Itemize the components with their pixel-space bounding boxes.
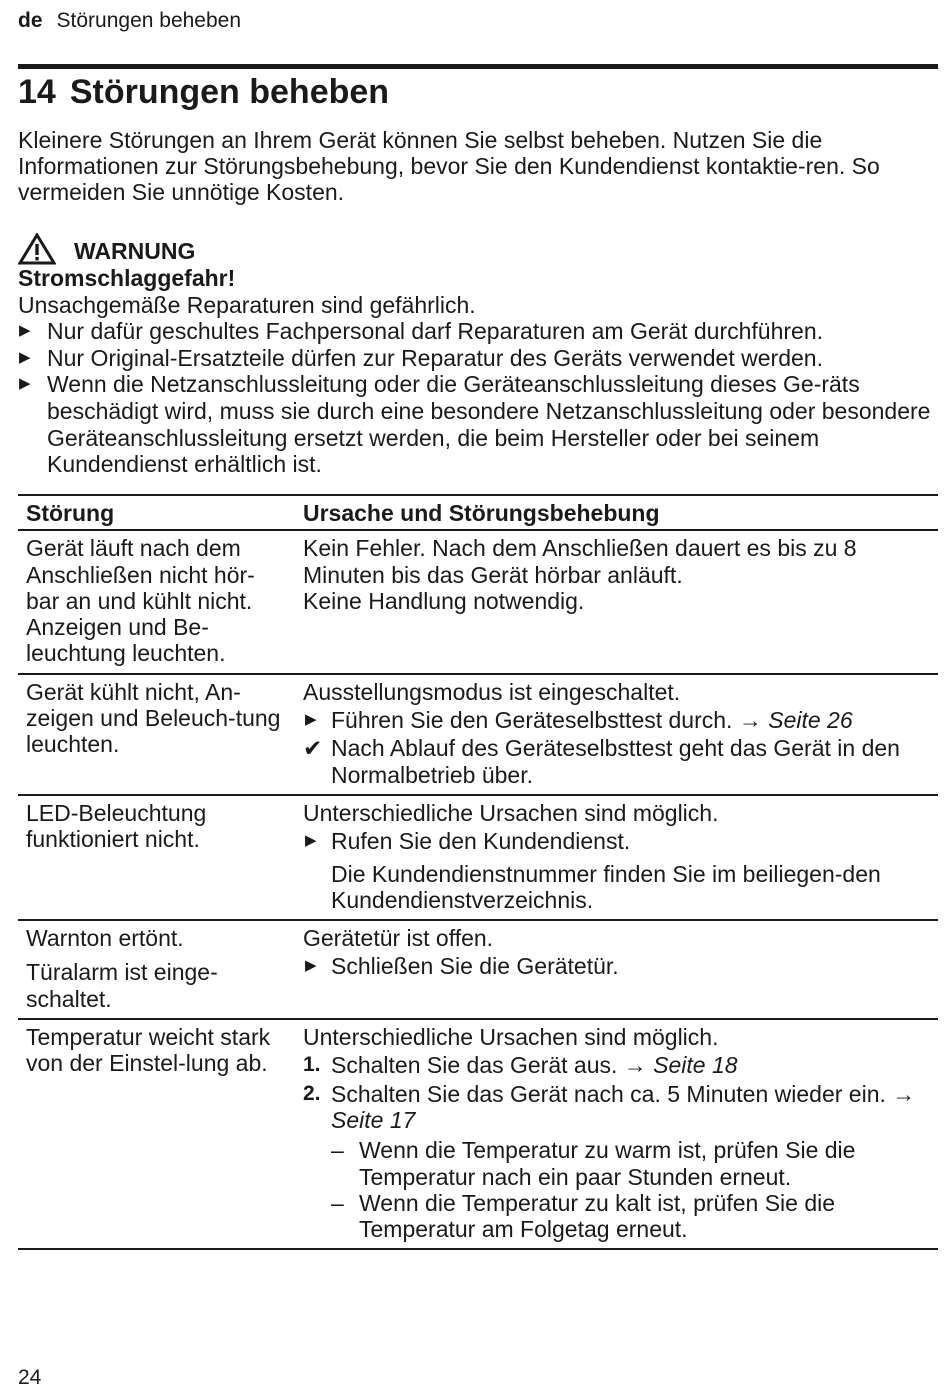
troubleshooting-table <box>18 494 938 1250</box>
step-number: 1. <box>303 1053 321 1077</box>
fault-cell: LED-Beleuchtung funktioniert nicht. <box>18 795 294 920</box>
bullet-icon: ▶ <box>19 348 31 366</box>
chapter-title <box>18 72 389 112</box>
table-row <box>18 674 938 795</box>
numbered-step: 2. Schalten Sie das Gerät nach ca. 5 Minuten wieder ein. → Seite 17 <box>303 1080 916 1133</box>
dash-marker: – <box>331 1137 344 1164</box>
language-code: de <box>18 9 43 32</box>
arrow-icon: → <box>623 1052 647 1079</box>
page-reference-link[interactable]: Seite 26 <box>768 707 853 734</box>
intro-paragraph: Kleinere Störungen an Ihrem Gerät können Sie selbst beheben. Nutzen Sie die Informationen zur Störungsbehebung, bevor Sie den Kundendienst kontaktie-ren. So vermeiden Sie unnötige Kosten. <box>18 127 880 205</box>
chapter-number: 14 <box>18 73 56 111</box>
fault-cell: Warnton ertönt. Türalarm ist einge-schaltet. <box>18 920 294 1019</box>
result-step: ✔ Nach Ablauf des Geräteselbsttest geht das Gerät in den Normalbetrieb über. <box>303 735 900 788</box>
step-number: 2. <box>303 1081 321 1105</box>
table-row <box>18 1019 938 1249</box>
warning-label: WARNUNG <box>74 238 196 265</box>
page-number: 24 <box>18 1366 42 1389</box>
bullet-icon: ▶ <box>305 832 317 850</box>
page-reference-link[interactable]: Seite 17 <box>331 1106 416 1133</box>
cause-cell: Kein Fehler. Nach dem Anschließen dauert es bis zu 8 Minuten bis das Gerät hörbar anläuft. Keine Handlung notwendig. <box>294 530 938 673</box>
cause-cell: Ausstellungsmodus ist eingeschaltet. ▶ Führen Sie den Geräteselbsttest durch. → Seite 26 ✔ Nach Ablauf des Geräteselbsttest geht das Gerät in den Normalbetrieb über. <box>294 674 938 795</box>
fault-cell: Temperatur weicht stark von der Einstel-lung ab. <box>18 1019 294 1249</box>
bullet-icon: ▶ <box>19 375 31 393</box>
page-reference-link[interactable]: Seite 18 <box>653 1052 738 1079</box>
table-row <box>18 530 938 673</box>
warning-subheading: Stromschlaggefahr! <box>18 265 236 291</box>
checkmark-icon: ✔ <box>303 735 323 762</box>
sub-item: – Wenn die Temperatur zu kalt ist, prüfen Sie die Temperatur am Folgetag erneut. <box>331 1189 836 1243</box>
column-header-fault: Störung <box>18 495 294 530</box>
action-step: ▶ Schließen Sie die Gerätetür. <box>305 953 619 980</box>
list-item: ▶ Wenn die Netzanschlussleitung oder die Geräteanschlussleitung dieses Ge-räts beschädigt wird, muss sie durch eine besondere Netzanschlussleitung oder besondere Geräteanschlussleitung ersetzt werden, die beim Hersteller oder bei seinem Kundendienst erhältlich ist. <box>19 371 931 478</box>
cause-cell: Unterschiedliche Ursachen sind möglich. ▶ Rufen Sie den Kundendienst. Die Kundendienstnummer finden Sie im beiliegen-den Kundendienstverzeichnis. <box>294 795 938 920</box>
cause-cell: Gerätetür ist offen. ▶ Schließen Sie die Gerätetür. <box>294 920 938 1019</box>
sub-item: – Wenn die Temperatur zu warm ist, prüfen Sie die Temperatur nach ein paar Stunden erneut. <box>331 1137 856 1190</box>
arrow-icon: → <box>892 1080 916 1107</box>
warning-text: Unsachgemäße Reparaturen sind gefährlich. <box>18 291 476 318</box>
list-item: ▶ Nur dafür geschultes Fachpersonal darf Reparaturen am Gerät durchführen. <box>19 318 824 345</box>
warning-triangle-icon <box>18 233 56 265</box>
page-header <box>18 9 241 33</box>
cause-cell: Unterschiedliche Ursachen sind möglich. 1. Schalten Sie das Gerät aus. → Seite 18 2. Schalten Sie das Gerät nach ca. 5 Minuten wieder ein. → Seite 17 – Wenn die Temperatur zu warm ist, prüfen Sie die Temperatur nach ein paar Stunden erneut. – Wenn die Temperatur zu kalt ist, prüfen Sie die Temperatur am Folgetag erneut. <box>294 1019 938 1249</box>
table-header-row <box>18 495 938 530</box>
table-row <box>18 920 938 1019</box>
table-row <box>18 795 938 920</box>
fault-cell: Gerät läuft nach dem Anschließen nicht hör-bar an und kühlt nicht. Anzeigen und Be-leuchtung leuchten. <box>18 530 294 673</box>
warning-box <box>18 231 933 478</box>
header-title: Störungen beheben <box>56 9 242 32</box>
column-header-cause: Ursache und Störungsbehebung <box>294 495 938 530</box>
action-step: ▶ Führen Sie den Geräteselbsttest durch. → Seite 26 <box>305 707 853 734</box>
header-rule <box>18 64 938 69</box>
dash-marker: – <box>331 1189 344 1216</box>
bullet-icon: ▶ <box>19 322 31 340</box>
bullet-icon: ▶ <box>305 957 317 975</box>
bullet-icon: ▶ <box>305 711 317 729</box>
action-step: ▶ Rufen Sie den Kundendienst. <box>305 828 631 855</box>
numbered-step: 1. Schalten Sie das Gerät aus. → Seite 18 <box>303 1052 738 1079</box>
fault-cell: Gerät kühlt nicht, An-zeigen und Beleuch-tung leuchten. <box>18 674 294 795</box>
list-item: ▶ Nur Original-Ersatzteile dürfen zur Reparatur des Geräts verwendet werden. <box>19 344 823 371</box>
arrow-icon: → <box>738 707 762 734</box>
warning-bullet-list <box>18 318 933 478</box>
step-note: Die Kundendienstnummer finden Sie im beiliegen-den Kundendienstverzeichnis. <box>331 860 881 913</box>
chapter-title-text: Störungen beheben <box>69 73 390 111</box>
warning-heading <box>18 231 933 265</box>
